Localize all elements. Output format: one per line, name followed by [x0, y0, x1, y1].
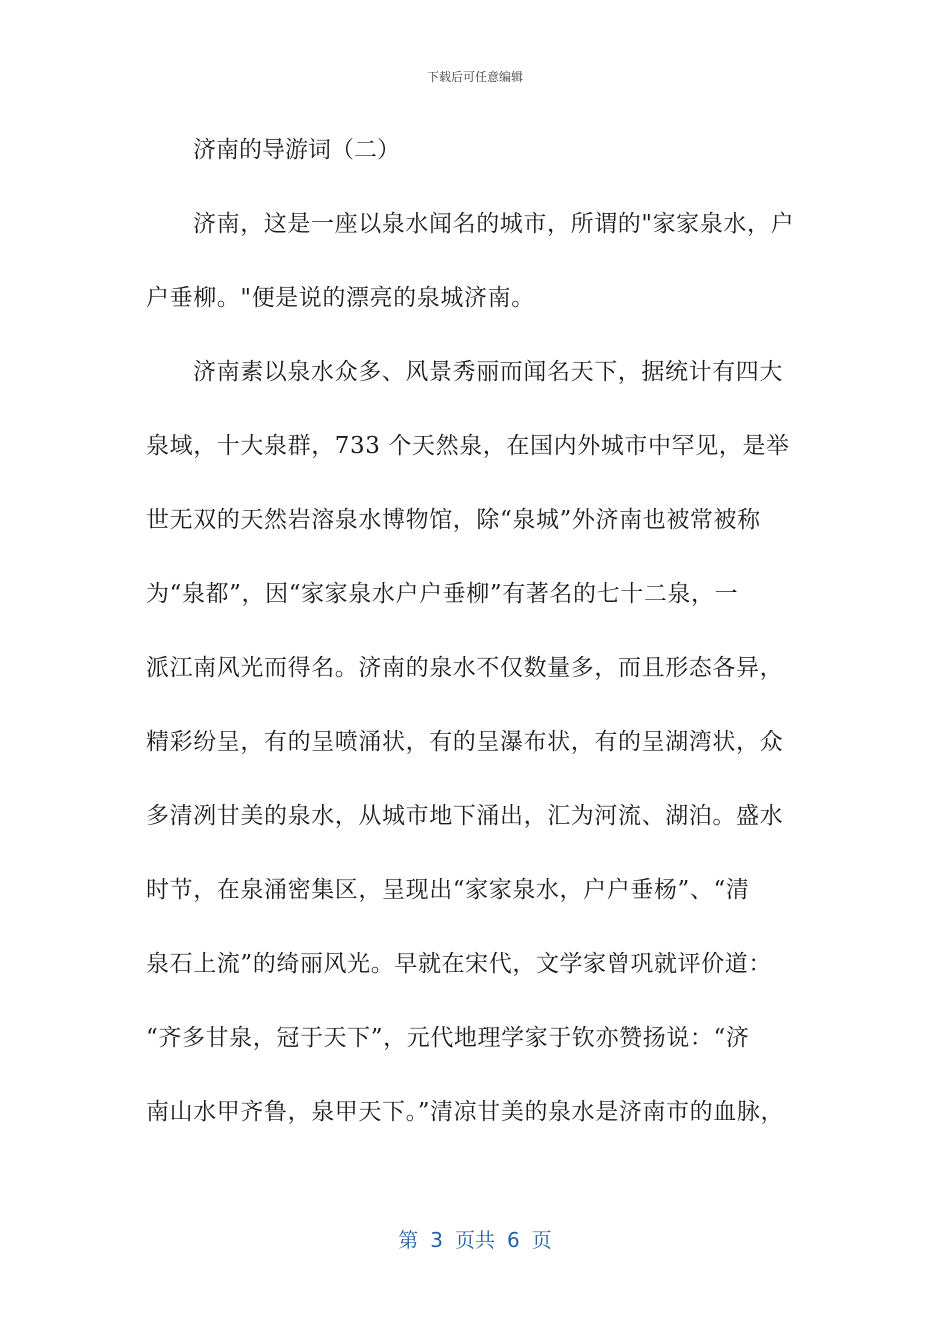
page-number-footer	[0, 1224, 950, 1253]
paragraph-line: 济南，这是一座以泉水闻名的城市，所谓的"家家泉水，户	[193, 211, 795, 237]
paragraph-intro	[146, 187, 806, 335]
paragraph-line: 精彩纷呈，有的呈喷涌状，有的呈瀑布状，有的呈湖湾状，众	[146, 729, 784, 755]
paragraph-line: “齐多甘泉，冠于天下”，元代地理学家于钦亦赞扬说：“济	[146, 1025, 750, 1051]
paragraph-line: 派江南风光而得名。济南的泉水不仅数量多，而且形态各异，	[146, 655, 784, 681]
paragraph-springs	[146, 335, 806, 1149]
document-title: 济南的导游词（二）	[193, 137, 400, 163]
footer-current-page: 3	[430, 1228, 443, 1252]
document-body	[146, 113, 806, 1149]
paragraph-line: 世无双的天然岩溶泉水博物馆，除“泉城”外济南也被常被称	[146, 507, 761, 533]
footer-total-pages: 6	[507, 1228, 520, 1252]
paragraph-line: 泉域，十大泉群，733 个天然泉，在国内外城市中罕见，是举	[146, 433, 790, 459]
page-header-note: 下载后可任意编辑	[426, 70, 523, 84]
footer-middle: 页共	[455, 1228, 495, 1252]
paragraph-line: 为“泉都”，因“家家泉水户户垂柳”有著名的七十二泉，一	[146, 581, 739, 607]
footer-suffix: 页	[531, 1228, 552, 1252]
paragraph-line: 南山水甲齐鲁，泉甲天下。”清凉甘美的泉水是济南市的血脉，	[146, 1099, 785, 1125]
paragraph-line: 多清冽甘美的泉水，从城市地下涌出，汇为河流、湖泊。盛水	[146, 803, 784, 829]
paragraph-line: 济南素以泉水众多、风景秀丽而闻名天下，据统计有四大	[193, 359, 783, 385]
paragraph-line: 时节，在泉涌密集区，呈现出“家家泉水，户户垂杨”、“清	[146, 877, 750, 903]
paragraph-line: 户垂柳。"便是说的漂亮的泉城济南。	[146, 285, 535, 311]
paragraph-line: 泉石上流”的绮丽风光。早就在宋代，文学家曾巩就评价道：	[146, 951, 772, 977]
footer-prefix: 第	[398, 1228, 419, 1252]
